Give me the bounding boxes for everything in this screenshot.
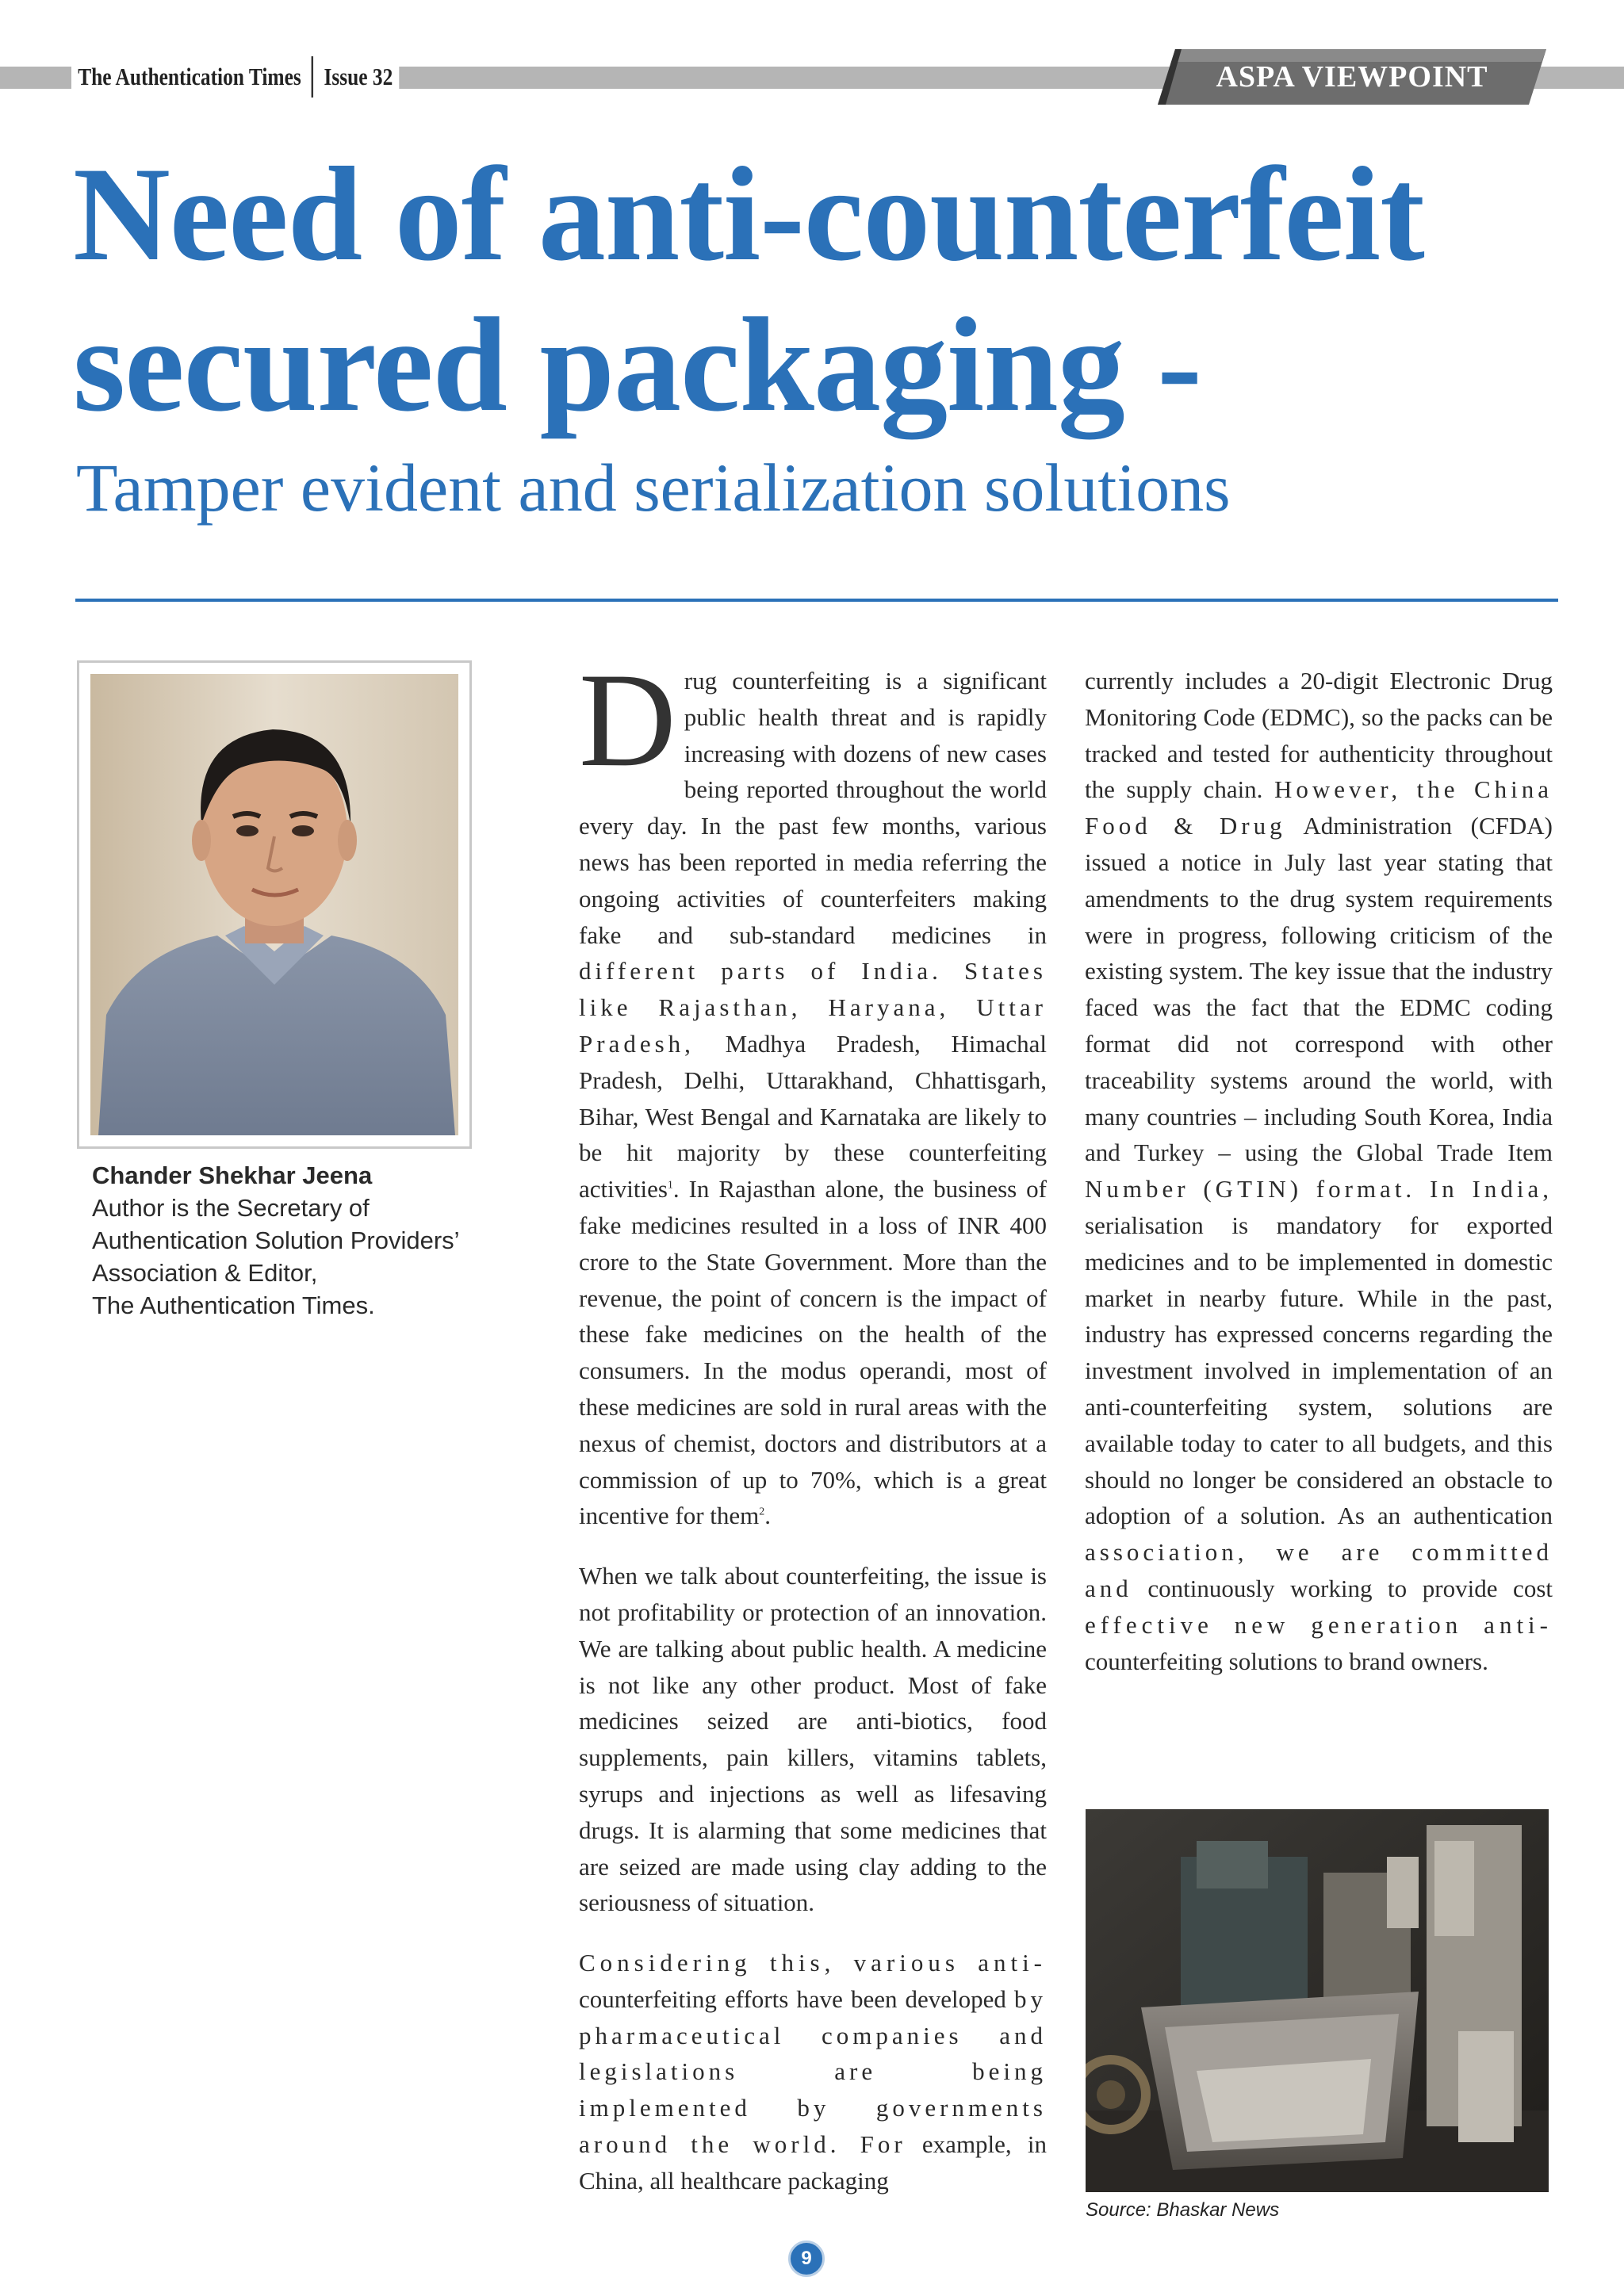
author-photo bbox=[90, 674, 458, 1135]
author-bio-line: Authentication Solution Providers’ bbox=[92, 1226, 460, 1254]
body-text: different parts of India. States like Rajasthan, Haryana, Uttar Pradesh, bbox=[579, 957, 1047, 1058]
body-text: Considering this, various anti- bbox=[579, 1949, 1047, 1977]
footnote-ref: 2 bbox=[759, 1506, 765, 1518]
author-bio-line: Association & Editor, bbox=[92, 1259, 318, 1287]
body-text: effective new generation anti- bbox=[1085, 1610, 1553, 1639]
author-name: Chander Shekhar Jeena bbox=[92, 1161, 373, 1189]
header-divider bbox=[312, 56, 313, 98]
page-number: 9 bbox=[788, 2241, 825, 2277]
body-column-1 bbox=[579, 645, 1047, 2223]
title-line-1: Need of anti-counterfeit bbox=[73, 140, 1424, 289]
author-caption bbox=[92, 1159, 504, 1322]
body-text: serialisation is mandatory for exported medicines and to be implemented in domestic market in nearby future. While in the past, industry has expressed concerns regarding the investment involved in implementation of an anti-counterfeiting system, solutions are available today to cater to all budgets, and this should no longer be considered an obstacle to adoption of a solution. As an authentication bbox=[1085, 1211, 1553, 1530]
body-text: Administration (CFDA) issued a notice in July last year stating that amendments to the drug system requirements were in progress, following criticism of the existing system. The key issue that the industry faced was the fact that the EDMC coding format did not correspond with other traceability systems around the world, with many countries – including South Korea, India and Turkey – using the Global Trade Item bbox=[1085, 812, 1553, 1167]
body-text: Madhya Pradesh, Himachal Pradesh, Delhi, Uttarakhand, Chhattisgarh, Bihar, West Bengal and Karnataka are likely to be hit majority by these counterfeiting activities bbox=[579, 1029, 1047, 1203]
body-paragraph-3 bbox=[579, 1945, 1047, 2199]
title-line-2: secured packaging - bbox=[73, 290, 1201, 439]
article-subtitle: Tamper evident and serialization solutions bbox=[76, 450, 1231, 526]
body-text: Number (GTIN) format. In India, bbox=[1085, 1175, 1553, 1203]
author-photo-frame bbox=[77, 660, 472, 1149]
article-title bbox=[73, 139, 1564, 440]
publication-header bbox=[71, 59, 400, 95]
body-text: association, we are committed and bbox=[1085, 1538, 1553, 1602]
body-text: example, in China, all healthcare packaging bbox=[579, 2130, 1047, 2195]
drop-cap: D bbox=[579, 645, 676, 794]
body-text: However, the China Food & Drug bbox=[1085, 775, 1553, 840]
body-text: counterfeiting efforts have been developed bbox=[579, 1984, 1014, 2013]
body-paragraph-2: When we talk about counterfeiting, the issue is not profitability or protection of an innovation. We are talking about public health. A medicine is not like any other product. Most of fake medicines seized are anti-biotics, food supplements, pain killers, vitamins tablets, syrups and injections as well as lifesaving drugs. It is alarming that some medicines that are seized are made using clay adding to the seriousness of situation. bbox=[579, 1562, 1047, 1917]
author-bio-line: The Authentication Times. bbox=[92, 1292, 375, 1319]
body-paragraph-4 bbox=[1085, 663, 1553, 1679]
author-bio-line: Author is the Secretary of bbox=[92, 1194, 370, 1222]
section-label: ASPA VIEWPOINT bbox=[1216, 60, 1488, 94]
body-text: rug counterfeiting is a significant public health threat and is rapidly increasing with dozens of new cases being reported throughout the world every day. In the past few months, various news has been reported in media referring the ongoing activities of counterfeiters making fake and sub-standard medicines in bbox=[579, 667, 1047, 949]
issue-label: Issue 32 bbox=[324, 63, 393, 90]
title-divider bbox=[75, 599, 1558, 602]
body-text: . bbox=[764, 1502, 771, 1530]
image-source-caption: Source: Bhaskar News bbox=[1086, 2199, 1280, 2221]
body-paragraph-1 bbox=[579, 645, 1047, 1534]
body-column-2 bbox=[1085, 663, 1553, 1703]
footnote-ref: 1 bbox=[667, 1179, 673, 1192]
counterfeit-factory-photo bbox=[1086, 1809, 1549, 2192]
body-text: by pharmaceutical companies and legislations are being implemented by governments around the world. For bbox=[579, 1984, 1047, 2159]
section-tab bbox=[1158, 49, 1546, 105]
body-text: continuously working to provide cost bbox=[1132, 1574, 1553, 1602]
body-text: currently includes a 20-digit Electronic Drug Monitoring Code (EDMC), so the packs can be tracked and tested for authenticity throughout the supply chain. bbox=[1085, 667, 1553, 804]
publication-name: The Authentication Times bbox=[78, 63, 301, 90]
body-text: . In Rajasthan alone, the business of fake medicines resulted in a loss of INR 400 crore to the State Government. More than the revenue, the point of concern is the impact of these fake medicines on the health of the consumers. In the modus operandi, most of these medicines are sold in rural areas with the nexus of chemist, doctors and distributors at a commission of up to 70%, which is a great incentive for them bbox=[579, 1175, 1047, 1530]
body-text: counterfeiting solutions to brand owners. bbox=[1085, 1647, 1488, 1675]
